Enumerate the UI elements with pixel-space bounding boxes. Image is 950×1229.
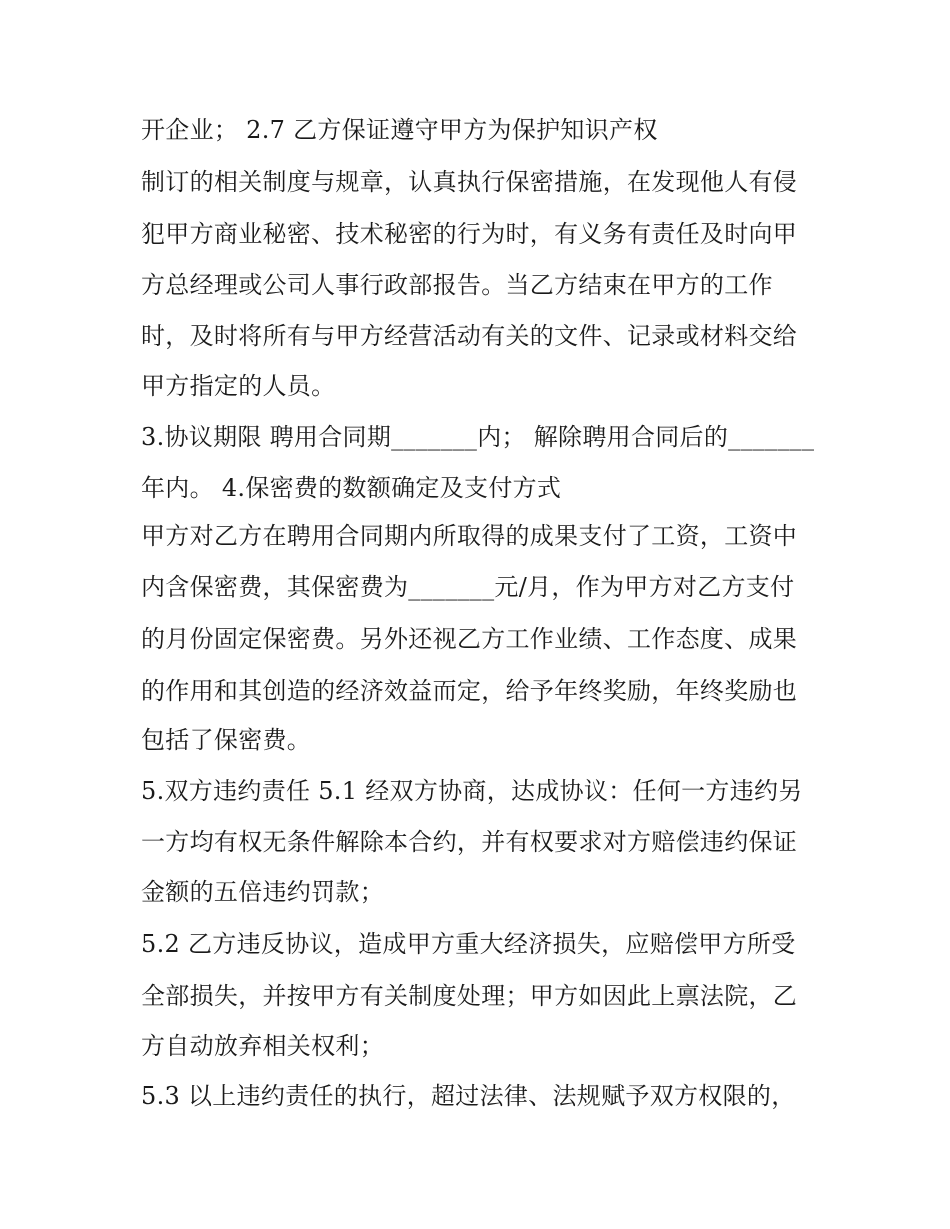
text-line: 方总经理或公司人事行政部报告。当乙方结束在甲方的工作 [141, 271, 773, 299]
text-line: 5.3 以上违约责任的执行，超过法律、法规赋予双方权限的， [141, 1082, 796, 1110]
text-line: 3.协议期限 聘用合同期_______内； 解除聘用合同后的_______ [141, 423, 815, 451]
text-line: 犯甲方商业秘密、技术秘密的行为时，有义务有责任及时向甲 [141, 220, 798, 248]
text-line: 内含保密费，其保密费为_______元/月，作为甲方对乙方支付 [141, 573, 795, 601]
text-line: 制订的相关制度与规章，认真执行保密措施，在发现他人有侵 [141, 168, 798, 196]
text-line: 金额的五倍违约罚款； [141, 878, 384, 906]
text-line: 方自动放弃相关权利； [141, 1032, 384, 1060]
text-line: 5.2 乙方违反协议，造成甲方重大经济损失，应赔偿甲方所受 [141, 930, 796, 958]
text-line: 5.双方违约责任 5.1 经双方协商，达成协议：任何一方违约另 [141, 777, 803, 805]
text-line: 包括了保密费。 [141, 726, 312, 754]
text-line: 年内。 4.保密费的数额确定及支付方式 [141, 474, 562, 502]
text-line: 甲方对乙方在聘用合同期内所取得的成果支付了工资，工资中 [141, 522, 798, 550]
text-line: 时，及时将所有与甲方经营活动有关的文件、记录或材料交给 [141, 322, 798, 350]
text-line: 的作用和其创造的经济效益而定，给予年终奖励，年终奖励也 [141, 677, 798, 705]
text-line: 开企业； 2.7 乙方保证遵守甲方为保护知识产权 [141, 116, 658, 144]
text-line: 的月份固定保密费。另外还视乙方工作业绩、工作态度、成果 [141, 625, 798, 653]
text-line: 一方均有权无条件解除本合约，并有权要求对方赔偿违约保证 [141, 828, 798, 856]
text-line: 甲方指定的人员。 [141, 372, 336, 400]
text-line: 全部损失，并按甲方有关制度处理；甲方如因此上禀法院，乙 [141, 982, 798, 1010]
